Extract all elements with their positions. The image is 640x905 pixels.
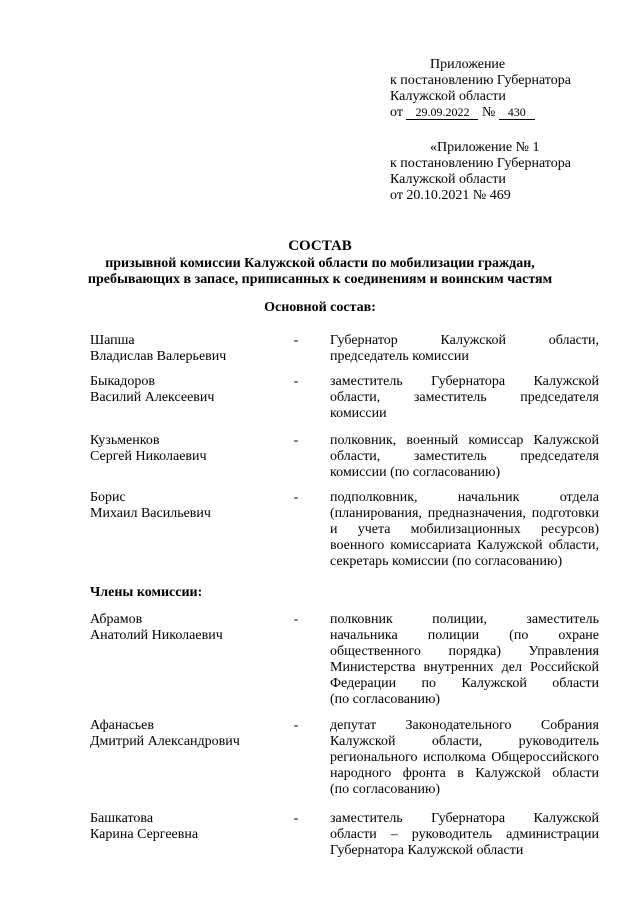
member-position [330, 612, 599, 708]
dash-separator: - [293, 333, 299, 348]
dash-separator: - [293, 811, 299, 826]
position-line: регионального исполкома Общероссийского [330, 750, 599, 765]
prev-appendix-decree-line: к постановлению Губернатора [390, 156, 571, 171]
position-line: области – руководитель администрации [330, 827, 599, 842]
position-line: комиссии [330, 406, 387, 421]
position-line: секретарь комиссии (по согласованию) [330, 554, 563, 569]
section-main-heading: Основной состав: [264, 300, 376, 315]
position-line: общественного порядка) Управления [330, 644, 599, 659]
position-line: Федерации по Калужской области [330, 676, 599, 691]
position-line: полковник полиции, заместитель [330, 612, 599, 627]
position-line: народного фронта в Калужской области [330, 766, 599, 781]
position-line: депутат Законодательного Собрания [330, 718, 599, 733]
member-name [90, 490, 280, 522]
member-name [90, 333, 280, 365]
member-surname: Борис [90, 490, 126, 505]
prev-appendix-title: «Приложение № 1 [430, 140, 540, 155]
dash-separator: - [293, 490, 299, 505]
prev-appendix-date-line: от 20.10.2021 № 469 [390, 188, 511, 203]
member-given-name: Василий Алексеевич [90, 390, 215, 405]
appendix-number-label: № [481, 105, 496, 120]
member-name [90, 433, 280, 465]
member-name [90, 374, 280, 406]
member-given-name: Владислав Валерьевич [90, 349, 227, 364]
position-line: Губернатор Калужской области, [330, 333, 599, 348]
member-name [90, 718, 280, 750]
section-members-heading: Члены комиссии: [90, 585, 203, 600]
appendix-decree-line: к постановлению Губернатора [390, 73, 571, 88]
member-surname: Башкатова [90, 811, 154, 826]
position-line: полковник, военный комиссар Калужской [330, 433, 599, 448]
member-surname: Афанасьев [90, 718, 154, 733]
position-line: заместитель Губернатора Калужской [330, 811, 599, 826]
position-line: комиссии (по согласованию) [330, 465, 501, 480]
position-line: и учета мобилизационных ресурсов) [330, 522, 599, 537]
position-line: области, заместитель председателя [330, 449, 599, 464]
member-given-name: Дмитрий Александрович [90, 734, 240, 749]
dash-separator: - [293, 718, 299, 733]
member-surname: Шапша [90, 333, 135, 348]
member-surname: Быкадоров [90, 374, 155, 389]
dash-separator: - [293, 433, 299, 448]
member-position [330, 433, 599, 481]
position-line: председатель комиссии [330, 349, 469, 364]
position-line: (по согласованию) [330, 782, 441, 797]
position-line: Губернатора Калужской области [330, 843, 524, 858]
appendix-region-line: Калужской области [390, 89, 506, 104]
member-given-name: Михаил Васильевич [90, 506, 211, 521]
member-surname: Абрамов [90, 612, 143, 627]
member-name [90, 811, 280, 843]
position-line: области, заместитель председателя [330, 390, 599, 405]
dash-separator: - [293, 374, 299, 389]
member-surname: Кузьменков [90, 433, 160, 448]
member-name [90, 612, 280, 644]
position-line: подполковник, начальник отдела [330, 490, 599, 505]
document-subtitle-line2: пребывающих в запасе, приписанных к соединениям и воинским частям [87, 272, 553, 287]
document-title: СОСТАВ [288, 238, 352, 254]
member-given-name: Карина Сергеевна [90, 827, 199, 842]
dash-separator: - [293, 612, 299, 627]
appendix-title: Приложение [430, 57, 506, 72]
position-line: Министерства внутренних дел Российской [330, 660, 599, 675]
position-line: (планирования, предназначения, подготовки [330, 506, 599, 521]
position-line: военного комиссариата Калужской области, [330, 538, 599, 553]
prev-appendix-region-line: Калужской области [390, 172, 506, 187]
member-given-name: Сергей Николаевич [90, 449, 207, 464]
member-position [330, 718, 599, 798]
member-given-name: Анатолий Николаевич [90, 628, 223, 643]
document-subtitle-line1: призывной комиссии Калужской области по мобилизации граждан, [105, 256, 535, 271]
appendix-number: 430 [499, 105, 535, 120]
position-line: (по согласованию) [330, 692, 441, 707]
position-line: Калужской области, руководитель [330, 734, 599, 749]
appendix-date: 29.09.2022 [406, 105, 478, 120]
position-line: начальника полиции (по охране [330, 628, 599, 643]
appendix-date-line [390, 105, 535, 121]
member-position [330, 490, 599, 570]
position-line: заместитель Губернатора Калужской [330, 374, 599, 389]
member-position [330, 811, 599, 859]
appendix-from-label: от [390, 105, 403, 120]
member-position [330, 374, 599, 422]
member-position [330, 333, 599, 365]
